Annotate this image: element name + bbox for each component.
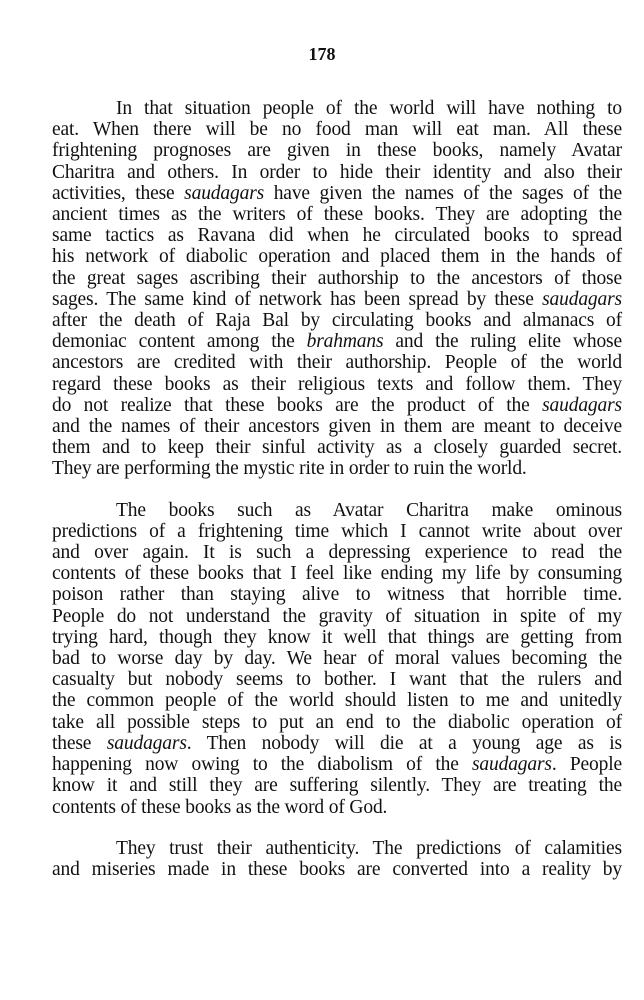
- text-line: the great sages ascribing their authorship to the ancestors of those: [52, 267, 622, 289]
- paragraph-3: [52, 838, 622, 880]
- paragraph-2: [52, 500, 622, 818]
- text-line: activities, these saudagars have given the names of the sages of the: [52, 182, 622, 204]
- body-text: [52, 98, 622, 880]
- italic-term: saudagars: [542, 288, 622, 310]
- italic-term: saudagars: [106, 732, 187, 754]
- text-line: In that situation people of the world will have nothing to: [116, 98, 622, 119]
- text-line: sages. The same kind of network has been spread by these saudagars: [52, 288, 622, 310]
- italic-term: saudagars: [542, 394, 622, 416]
- text-line: ancestors are credited with their authorship. People of the world: [52, 352, 622, 374]
- text-line: these saudagars. Then nobody will die at a young age as is: [52, 732, 622, 754]
- text-line: happening now owing to the diabolism of the saudagars. People: [52, 754, 622, 776]
- text-line: eat. When there will be no food man will eat man. All these: [52, 119, 622, 141]
- text-line: predictions of a frightening time which I cannot write about over: [52, 520, 622, 542]
- text-line: after the death of Raja Bal by circulating books and almanacs of: [52, 310, 622, 332]
- text-line: regard these books as their religious texts and follow them. They: [52, 373, 622, 395]
- italic-term: saudagars: [471, 754, 552, 776]
- text-line: They are performing the mystic rite in order to ruin the world.: [52, 458, 527, 480]
- text-line: and the names of their ancestors given in them are meant to deceive: [52, 416, 622, 438]
- text-line: and over again. It is such a depressing experience to read the: [52, 542, 622, 564]
- text-line: his network of diabolic operation and placed them in the hands of: [52, 246, 622, 268]
- text-line: casualty but nobody seems to bother. I want that the rulers and: [52, 669, 622, 691]
- italic-term: brahmans: [306, 331, 384, 353]
- text-line: trying hard, though they know it well that things are getting from: [52, 626, 622, 648]
- text-line: bad to worse day by day. We hear of moral values becoming the: [52, 648, 622, 670]
- text-line: contents of these books as the word of God.: [52, 796, 388, 818]
- italic-term: saudagars: [184, 182, 265, 204]
- text-line: ancient times as the writers of these books. They are adopting the: [52, 204, 622, 226]
- paragraph-1: [52, 98, 622, 480]
- text-line: People do not understand the gravity of situation in spite of my: [52, 605, 622, 627]
- text-line: the common people of the world should listen to me and unitedly: [52, 690, 622, 712]
- text-line: contents of these books that I feel like ending my life by consuming: [52, 563, 622, 585]
- text-line: know it and still they are suffering silently. They are treating the: [52, 775, 622, 797]
- text-line: poison rather than staying alive to witness that horrible time.: [52, 584, 622, 606]
- page-number: 178: [308, 44, 336, 64]
- text-line: take all possible steps to put an end to the diabolic operation of: [52, 711, 622, 733]
- text-line: same tactics as Ravana did when he circulated books to spread: [52, 225, 622, 247]
- text-line: them and to keep their sinful activity as a closely guarded secret.: [52, 437, 622, 459]
- text-line: Charitra and others. In order to hide their identity and also their: [52, 161, 622, 183]
- text-line: The books such as Avatar Charitra make ominous: [116, 499, 622, 521]
- text-line: frightening prognoses are given in these books, namely Avatar: [52, 140, 622, 162]
- text-line: and miseries made in these books are converted into a reality by: [52, 858, 622, 880]
- text-line: demoniac content among the brahmans and the ruling elite whose: [52, 331, 622, 353]
- text-line: do not realize that these books are the product of the saudagars: [52, 394, 622, 416]
- text-line: They trust their authenticity. The predictions of calamities: [116, 837, 622, 859]
